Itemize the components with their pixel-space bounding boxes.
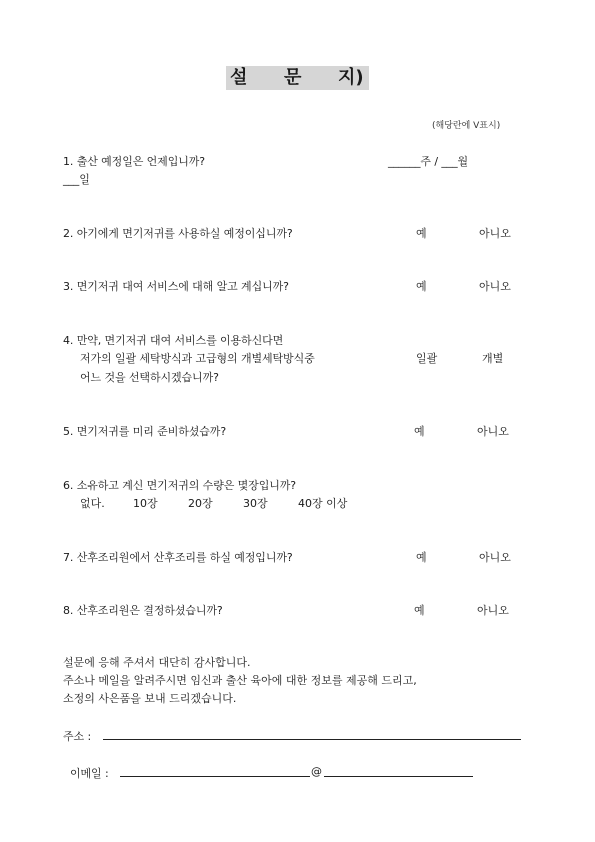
address-input-line[interactable] (103, 739, 521, 740)
question-7-text: 7. 산후조리원에서 산후조리를 하실 예정입니까? (63, 551, 293, 564)
question-2-no-option[interactable]: 아니오 (479, 227, 511, 240)
email-local-input-line[interactable] (120, 776, 310, 777)
question-1-text: 1. 출산 예정일은 언제입니까? (63, 155, 206, 168)
question-4-line-2: 저가의 일괄 세탁방식과 고급형의 개별세탁방식중 (80, 352, 315, 365)
question-4-line-1: 4. 만약, 면기저귀 대여 서비스를 이용하신다면 (63, 334, 284, 347)
title-char-1: 설 (230, 67, 248, 88)
question-6-option-40-plus[interactable]: 40장 이상 (298, 497, 348, 510)
title-char-2: 문 (284, 67, 302, 88)
question-5-yes-option[interactable]: 예 (414, 425, 425, 438)
thanks-line-2: 주소나 메일을 알려주시면 임신과 출산 육아에 대한 정보를 제공해 드리고, (63, 674, 417, 687)
question-1-week-month-field[interactable]: ______주 / ___월 (388, 155, 469, 168)
question-8-text: 8. 산후조리원은 결정하셨습니까? (63, 604, 223, 617)
question-4-line-3: 어느 것을 선택하시겠습니까? (80, 371, 219, 384)
question-3-text: 3. 면기저귀 대여 서비스에 대해 알고 계십니까? (63, 280, 289, 293)
email-at-sign: @ (311, 765, 322, 778)
email-domain-input-line[interactable] (324, 776, 473, 777)
question-8-no-option[interactable]: 아니오 (477, 604, 509, 617)
question-3-no-option[interactable]: 아니오 (479, 280, 511, 293)
question-6-option-10[interactable]: 10장 (133, 497, 158, 510)
question-6-option-none[interactable]: 없다. (80, 497, 105, 510)
thanks-line-3: 소정의 사은품을 보내 드리겠습니다. (63, 692, 237, 705)
question-5-no-option[interactable]: 아니오 (477, 425, 509, 438)
question-6-option-30[interactable]: 30장 (243, 497, 268, 510)
title-char-3: 지) (338, 67, 364, 88)
question-2-yes-option[interactable]: 예 (416, 227, 427, 240)
question-3-yes-option[interactable]: 예 (416, 280, 427, 293)
address-label: 주소 : (63, 730, 92, 743)
question-7-yes-option[interactable]: 예 (416, 551, 427, 564)
question-8-yes-option[interactable]: 예 (414, 604, 425, 617)
question-4-individual-option[interactable]: 개별 (482, 352, 504, 365)
question-7-no-option[interactable]: 아니오 (479, 551, 511, 564)
question-2-text: 2. 아기에게 면기저귀를 사용하실 예정이십니까? (63, 227, 293, 240)
email-label: 이메일 : (70, 767, 109, 780)
instruction-note: (해당란에 V표시) (432, 121, 501, 131)
question-4-bulk-option[interactable]: 일괄 (416, 352, 438, 365)
question-5-text: 5. 면기저귀를 미리 준비하셨습까? (63, 425, 227, 438)
page-title (226, 66, 369, 90)
thanks-line-1: 설문에 응해 주셔서 대단히 감사합니다. (63, 656, 251, 669)
question-6-text: 6. 소유하고 계신 면기저귀의 수량은 몇장입니까? (63, 479, 297, 492)
question-6-option-20[interactable]: 20장 (188, 497, 213, 510)
question-1-day-field[interactable]: ___일 (63, 173, 90, 186)
